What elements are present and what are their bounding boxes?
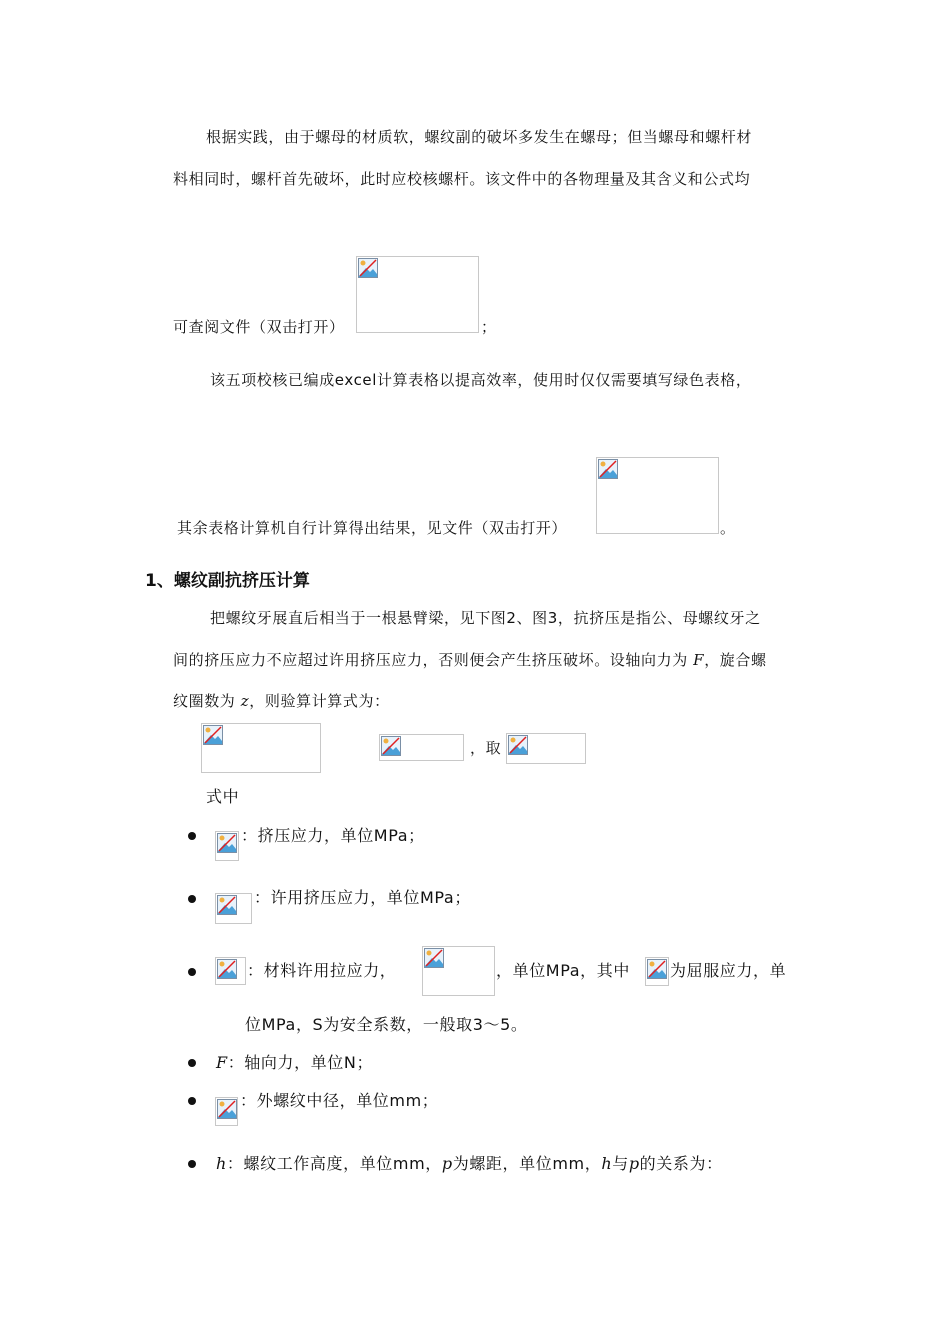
- section1-line3: 纹圈数为 z，则验算计算式为：: [173, 692, 390, 710]
- bullet-dot: [188, 895, 196, 903]
- embedded-file-object[interactable]: [356, 256, 479, 333]
- formula-image-sigma-s: [422, 946, 495, 996]
- formula-image-3: [506, 733, 586, 764]
- bullet-3-text-d: 位MPa，S为安全系数，一般取3～5。: [245, 1015, 528, 1034]
- broken-image-icon: [217, 959, 237, 979]
- bullet-3-text-b: ，单位MPa，其中: [496, 961, 630, 980]
- para4-suffix: 。: [720, 519, 736, 537]
- section1-line1: 把螺纹牙展直后相当于一根悬臂梁，见下图2、图3，抗挤压是指公、母螺纹牙之: [210, 609, 761, 627]
- symbol-image-d2: [215, 1097, 238, 1126]
- bullet-dot: [188, 968, 196, 976]
- bullet-4-text: F：轴向力，单位N；: [216, 1053, 374, 1072]
- bullet-1-text: ：挤压应力，单位MPa；: [241, 826, 425, 845]
- embedded-excel-object[interactable]: [596, 457, 719, 534]
- para3-line1: 该五项校核已编成excel计算表格以提高效率，使用时仅仅需要填写绿色表格，: [210, 371, 752, 389]
- para1-line1: 根据实践，由于螺母的材质软，螺纹副的破坏多发生在螺母；但当螺母和螺杆材: [206, 128, 753, 146]
- para1-line2: 料相同时，螺杆首先破坏，此时应校核螺杆。该文件中的各物理量及其含义和公式均: [173, 170, 751, 188]
- bullet-5-text: ：外螺纹中径，单位mm；: [240, 1091, 439, 1110]
- broken-image-icon: [598, 459, 618, 479]
- broken-image-icon: [203, 725, 223, 745]
- bullet-dot: [188, 832, 196, 840]
- broken-image-icon: [217, 895, 237, 915]
- symbol-image-sigma-p: [215, 831, 239, 861]
- broken-image-icon: [424, 948, 444, 968]
- where-label: 式中: [206, 787, 240, 806]
- broken-image-icon: [217, 1099, 237, 1119]
- bullet-3-text-c: 为屈服应力，单: [670, 961, 787, 980]
- para4-text: 其余表格计算机自行计算得出结果，见文件（双击打开）: [177, 519, 568, 537]
- broken-image-icon: [647, 959, 667, 979]
- formula-image-2: [379, 734, 464, 761]
- broken-image-icon: [508, 735, 528, 755]
- bullet-dot: [188, 1059, 196, 1067]
- formula-take-text: ，取: [470, 739, 502, 757]
- bullet-2-text: ：许用挤压应力，单位MPa；: [254, 888, 471, 907]
- para2-suffix: ；: [481, 318, 497, 336]
- bullet-3-text-a: ：材料许用拉应力，: [247, 961, 397, 980]
- broken-image-icon: [358, 258, 378, 278]
- bullet-dot: [188, 1097, 196, 1105]
- broken-image-icon: [217, 833, 237, 853]
- para2-text: 可查阅文件（双击打开）: [173, 318, 345, 336]
- formula-image-1: [201, 723, 321, 773]
- broken-image-icon: [381, 736, 401, 756]
- section1-line2: 间的挤压应力不应超过许用挤压应力，否则便会产生挤压破坏。设轴向力为 F，旋合螺: [173, 651, 767, 669]
- symbol-image-sigma-p-allow: [215, 893, 252, 924]
- section1-heading: 1、螺纹副抗挤压计算: [145, 571, 310, 591]
- symbol-image-sigma-allow: [215, 957, 246, 985]
- bullet-6-text: h：螺纹工作高度，单位mm，p为螺距，单位mm，h与p的关系为：: [216, 1154, 723, 1173]
- symbol-image-sigma-s: [645, 957, 669, 986]
- bullet-dot: [188, 1160, 196, 1168]
